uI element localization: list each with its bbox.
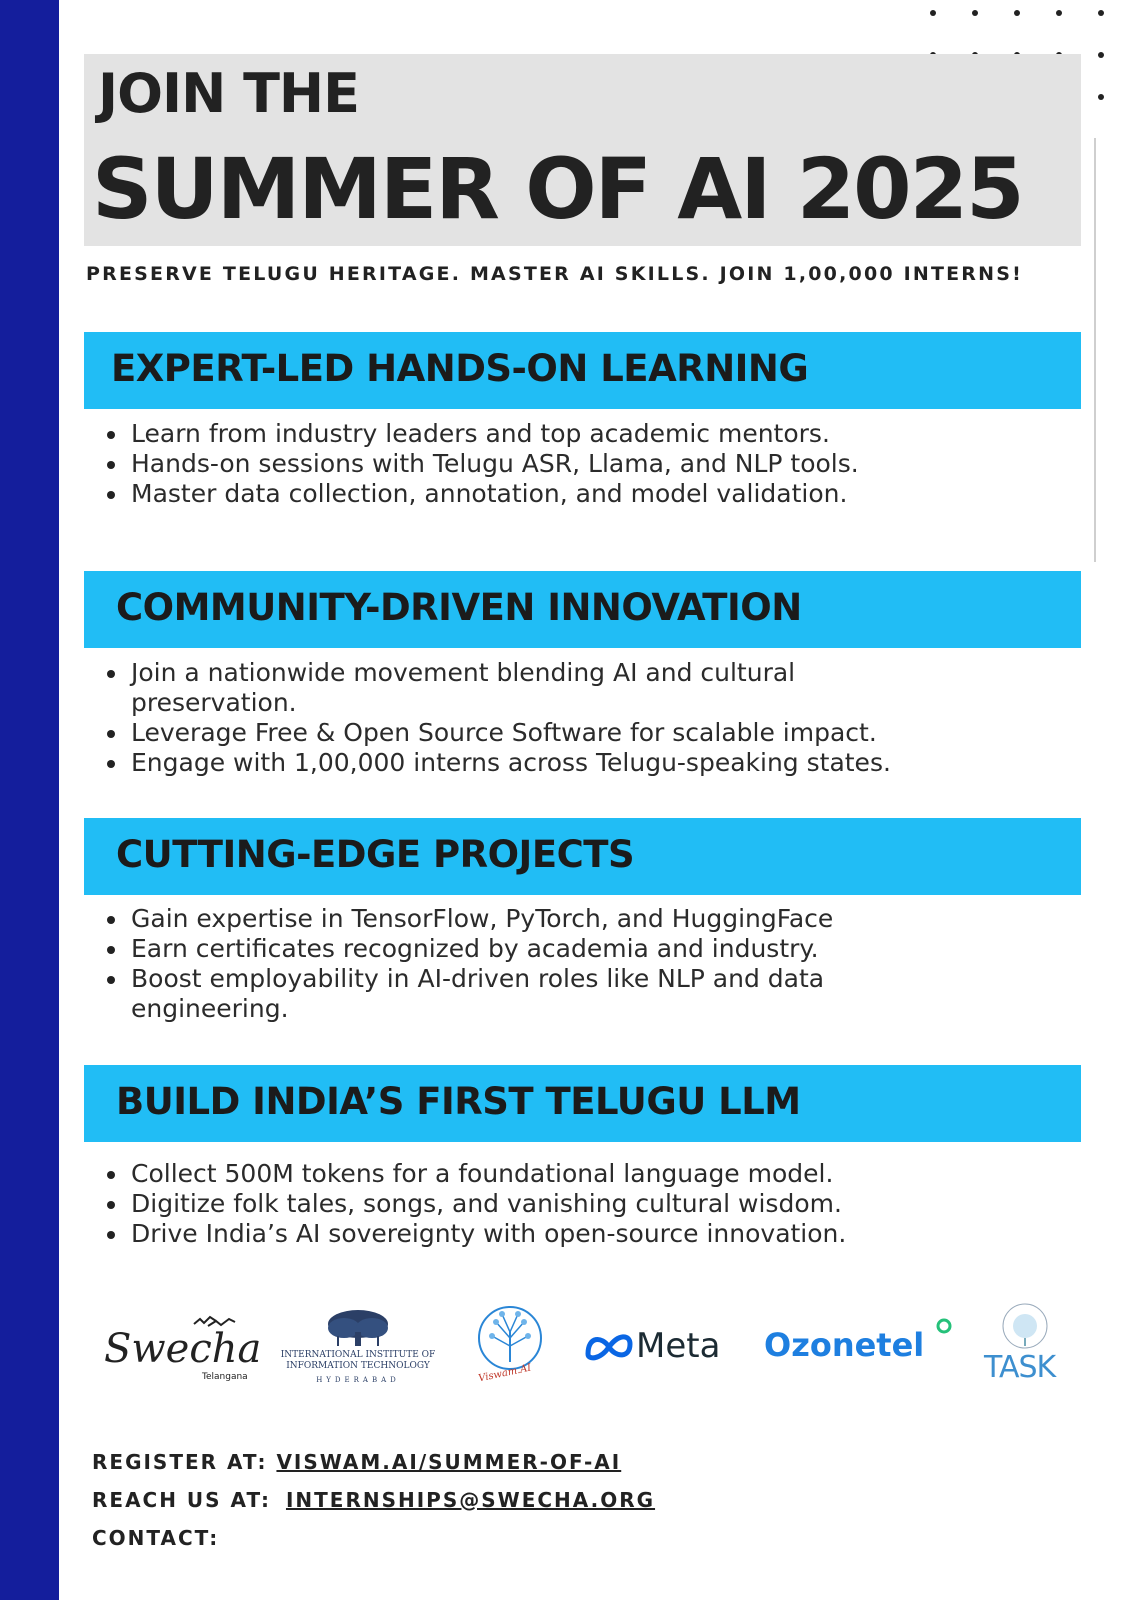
page-title: SUMMER OF AI 2025 [92,140,1023,238]
list-item: Master data collection, annotation, and model validation. [104,479,1004,509]
left-accent-bar [0,0,59,1600]
list-item: Collect 500M tokens for a foundational language model. [104,1159,1004,1189]
register-label: REGISTER AT: [92,1450,268,1474]
register-line [92,1450,621,1474]
swecha-logo [104,1312,262,1382]
banyan-tree-icon [278,1308,438,1348]
contact-label: CONTACT: [92,1526,220,1550]
iiit-hyderabad-logo [278,1308,438,1390]
vertical-divider [1094,138,1096,562]
register-link[interactable]: VISWAM.AI/SUMMER-OF-AI [276,1450,622,1474]
list-item: Join a nationwide movement blending AI and cultural preservation. [104,658,924,718]
section-title: BUILD INDIA’S FIRST TELUGU LLM [116,1080,801,1123]
iiit-line1: INTERNATIONAL INSTITUTE OF [280,1350,436,1360]
swecha-sub: Telangana [202,1372,248,1382]
reach-line [92,1488,655,1512]
tagline: PRESERVE TELUGU HERITAGE. MASTER AI SKILLS. JOIN 1,00,000 INTERNS! [86,263,1023,285]
list-item: Boost employability in AI-driven roles like NLP and data engineering. [104,964,904,1024]
list-item: Digitize folk tales, songs, and vanishing cultural wisdom. [104,1189,1004,1219]
task-name: TASK [984,1350,1056,1385]
list-item: Gain expertise in TensorFlow, PyTorch, and HuggingFace [104,904,904,934]
task-logo [980,1302,1070,1392]
contact-line [92,1526,219,1550]
viswam-name: Viswam.AI [477,1362,533,1385]
reach-email-link[interactable]: INTERNSHIPS@SWECHA.ORG [285,1488,656,1512]
meta-logo [584,1326,734,1370]
iiit-line3: HYDERABAD [316,1376,400,1384]
list-item: Hands-on sessions with Telugu ASR, Llama, and NLP tools. [104,449,1004,479]
section-bar-community [84,571,1081,648]
section-bar-projects [84,818,1081,895]
header-line1: JOIN THE [98,62,359,125]
section-title: COMMUNITY-DRIVEN INNOVATION [116,586,802,629]
reach-label: REACH US AT: [92,1488,271,1512]
ozonetel-dot-icon [936,1318,952,1334]
section-list-llm [104,1159,1004,1249]
list-item: Engage with 1,00,000 interns across Telugu-speaking states. [104,748,924,778]
meta-infinity-icon [584,1332,634,1362]
viswam-logo [474,1300,554,1395]
section-list-learning [104,419,1004,509]
ozonetel-logo [764,1318,954,1368]
section-bar-llm [84,1065,1081,1142]
list-item: Earn certificates recognized by academia and industry. [104,934,904,964]
meta-name: Meta [636,1326,721,1366]
ozonetel-name: Ozonetel [764,1326,925,1364]
list-item: Learn from industry leaders and top academic mentors. [104,419,1004,449]
section-list-projects [104,904,904,1024]
section-title: EXPERT-LED HANDS-ON LEARNING [111,347,809,390]
list-item: Drive India’s AI sovereignty with open-source innovation. [104,1219,1004,1249]
list-item: Leverage Free & Open Source Software for scalable impact. [104,718,924,748]
section-title: CUTTING-EDGE PROJECTS [116,833,635,876]
section-list-community [104,658,924,778]
swecha-name: Swecha [104,1326,262,1372]
iiit-line2: INFORMATION TECHNOLOGY [286,1361,430,1371]
section-bar-learning [84,332,1081,409]
